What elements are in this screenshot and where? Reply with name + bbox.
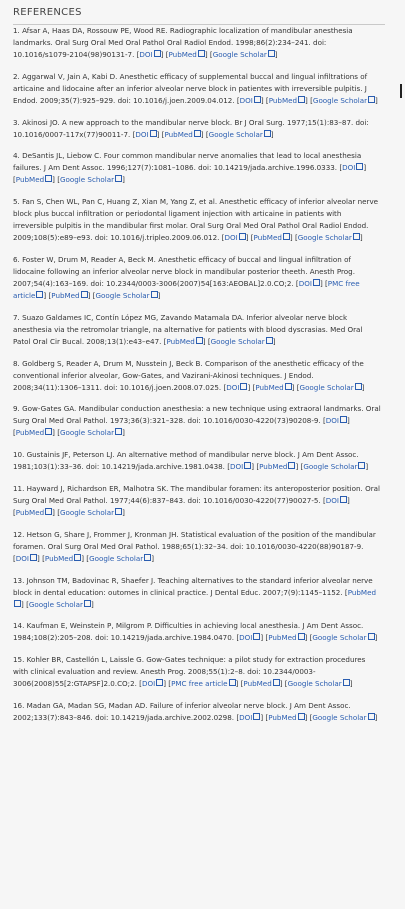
link-label: DOI	[141, 679, 156, 689]
link-label: PMC free article	[13, 278, 360, 300]
link-label: Google Scholar	[297, 233, 352, 243]
reference-text: 15. Kohler BR, Castellón L, Laissle G. Gow-Gates technique: a pilot study for extraction procedures with clinical evaluation and review. Anesth Prog. 2008;55(1):2–8. doi: 10.2344/0003-3006(2008)55[2:GTAPSF]2.0.CO;2.	[13, 655, 366, 689]
reference-list	[0, 25, 381, 724]
reference-item: 10. Gustainis JF, Peterson LJ. An alternative method of mandibular nerve block. J Am Dent Assoc. 1981;103(1):33–36. doi: 10.14219/jada.archive.1981.0438. [DOI ] [PubMed ] [Google Scholar ]	[13, 450, 369, 472]
doi-link[interactable]	[326, 496, 347, 505]
doi-link[interactable]	[135, 130, 156, 139]
external-link-icon	[240, 383, 247, 390]
link-label: Google Scholar	[312, 633, 367, 643]
link-label: PubMed	[268, 633, 297, 643]
reference-text: 16. Madan GA, Madan SG, Madan AD. Failure of inferior alveolar nerve block. J Am Dent Assoc. 2002;133(7):843–846. doi: 10.14219/jada.archive.2002.0298.	[13, 700, 351, 722]
pubmed-link[interactable]	[164, 130, 200, 139]
reference-item: 1. Afsar A, Haas DA, Rossouw PE, Wood RE. Radiographic localization of mandibular anesthesia landmarks. Oral Surg Oral Med Oral Pathol Oral Radiol Endod. 1998;86(2):234–241. doi: 10.1016/s1079-2104(98)90131-7. [DOI ] [PubMed ] [Google Scholar ]	[13, 26, 353, 59]
doi-link[interactable]	[142, 679, 163, 688]
google-scholar-link[interactable]	[300, 383, 362, 392]
google-scholar-link[interactable]	[313, 96, 375, 105]
external-link-icon	[36, 291, 43, 298]
external-link-icon	[115, 508, 122, 515]
external-link-icon	[264, 130, 271, 137]
external-link-icon	[358, 462, 365, 469]
doi-link[interactable]	[139, 50, 160, 59]
link-label: DOI	[139, 50, 153, 59]
google-scholar-link[interactable]	[298, 233, 360, 242]
reference-item: 15. Kohler BR, Castellón L, Laissle G. Gow-Gates technique: a pilot study for extraction procedures with clinical evaluation and review. Anesth Prog. 2008;55(1):2–8. doi: 10.2344/0003-3006(2008)55[2:GTAPSF]2.0.CO;2. [DOI ] [PMC free article ] [PubMed ] [Google Scholar ]	[13, 655, 366, 689]
pubmed-link[interactable]	[268, 713, 304, 722]
reference-text: 5. Fan S, Chen WL, Pan C, Huang Z, Xian M, Yang Z, et al. Anesthetic efficacy of inferior alveolar nerve block plus buccal infiltration or periodontal ligament injection with articaine in patients with irreversible pulpitis in the mandibular first molar. Oral Surg Oral Med Oral Pathol Oral Radiol Endod. 2009;108(5):e89–e93. doi: 10.1016/j.tripleo.2009.06.012.	[13, 197, 379, 243]
reference-text: 3. Akinosi JO. A new approach to the mandibular nerve block. Br J Oral Surg. 1977;15(1):83–87. doi: 10.1016/0007-117x(77)90011-7.	[13, 117, 369, 139]
external-link-icon	[355, 383, 362, 390]
link-label: DOI	[342, 163, 356, 173]
reference-item: 3. Akinosi JO. A new approach to the mandibular nerve block. Br J Oral Surg. 1977;15(1):83–87. doi: 10.1016/0007-117x(77)90011-7. [DOI ] [PubMed ] [Google Scholar ]	[13, 117, 369, 139]
external-link-icon	[268, 50, 275, 57]
reference-text: 12. Hetson G, Share J, Frommer J, Kronman JH. Statistical evaluation of the position of the mandibular foramen. Oral Surg Oral Med Oral Pathol. 1988;65(1):32–34. doi: 10.1016/0030-4220(88)90187-9.	[13, 529, 376, 551]
pmc-free-article-link[interactable]	[171, 679, 235, 688]
external-link-icon	[45, 428, 52, 435]
google-scholar-link[interactable]	[288, 679, 350, 688]
link-label: Google Scholar	[210, 336, 265, 346]
link-label: Google Scholar	[212, 50, 267, 59]
external-link-icon	[150, 130, 157, 137]
link-label: DOI	[230, 462, 244, 472]
external-link-icon	[244, 462, 251, 469]
external-link-icon	[283, 233, 290, 240]
external-link-icon	[343, 679, 350, 686]
external-link-icon	[313, 279, 320, 286]
pubmed-link[interactable]	[259, 462, 295, 471]
doi-link[interactable]	[226, 383, 247, 392]
link-label: PubMed	[168, 50, 197, 59]
link-label: PubMed	[51, 290, 80, 300]
link-label: PubMed	[268, 712, 297, 722]
doi-link[interactable]	[326, 416, 347, 425]
external-link-icon	[340, 416, 347, 423]
scrollbar-thumb[interactable]	[400, 84, 402, 98]
reference-text: 13. Johnson TM, Badovinac R, Shaefer J. Teaching alternatives to the standard inferior alveolar nerve block in dental education: outomes in clinical practice. J Dental Educ. 2007;7(9):1145–1152.	[13, 575, 373, 597]
pubmed-link[interactable]	[268, 633, 304, 642]
link-label: PubMed	[15, 175, 45, 185]
doi-link[interactable]	[224, 233, 245, 242]
references-heading: REFERENCES	[13, 0, 385, 25]
external-link-icon	[239, 233, 246, 240]
link-label: DOI	[226, 382, 240, 392]
link-label: DOI	[239, 95, 253, 105]
reference-text: 6. Foster W, Drum M, Reader A, Beck M. Anesthetic efficacy of buccal and lingual infiltration of lidocaine following an inferior alveolar nerve block in mandibular posterior theeth. Anesth Prog. 2007;54(4):163–169. doi: 10.2344/0003-3006(2007)54[163:AEOBAL]2.0.CO;2.	[13, 254, 355, 288]
external-link-icon	[298, 713, 305, 720]
external-link-icon	[115, 175, 122, 182]
pubmed-link[interactable]	[16, 175, 52, 184]
link-label: PMC free article	[171, 679, 228, 689]
pubmed-link[interactable]	[243, 679, 279, 688]
google-scholar-link[interactable]	[312, 633, 374, 642]
reference-item: 16. Madan GA, Madan SG, Madan AD. Failure of inferior alveolar nerve block. J Am Dent Assoc. 2002;133(7):843–846. doi: 10.14219/jada.archive.2002.0298. [DOI ] [PubMed ] [Google Scholar ]	[13, 700, 378, 722]
external-link-icon	[368, 96, 375, 103]
link-label: DOI	[15, 553, 30, 563]
external-link-icon	[194, 130, 201, 137]
pubmed-link[interactable]	[169, 50, 205, 59]
external-link-icon	[288, 462, 295, 469]
reference-text: 9. Gow-Gates GA. Mandibular conduction anesthesia: a new technique using extraoral landmarks. Oral Surg Oral Med Oral Pathol. 1973;36(3):321–328. doi: 10.1016/0030-4220(73)90208-9.	[13, 404, 381, 426]
link-label: DOI	[298, 278, 312, 288]
external-link-icon	[298, 96, 305, 103]
external-link-icon	[154, 50, 161, 57]
link-label: Google Scholar	[59, 507, 115, 517]
external-link-icon	[253, 633, 260, 640]
external-link-icon	[285, 383, 292, 390]
external-link-icon	[254, 96, 261, 103]
reference-item: 13. Johnson TM, Badovinac R, Shaefer J. Teaching alternatives to the standard inferior alveolar nerve block in dental education: outomes in clinical practice. J Dental Educ. 2007;7(9):1145–1152. [PubMed] [Google Scholar ]	[13, 575, 377, 609]
external-link-icon	[356, 163, 363, 170]
reference-text: 10. Gustainis JF, Peterson LJ. An alternative method of mandibular nerve block. J Am Dent Assoc. 1981;103(1):33–36. doi: 10.14219/jada.archive.1981.0438.	[13, 450, 359, 472]
external-link-icon	[45, 175, 52, 182]
external-link-icon	[115, 428, 122, 435]
link-label: Google Scholar	[312, 712, 367, 722]
link-label: Google Scholar	[312, 95, 368, 105]
external-link-icon	[30, 554, 37, 561]
external-link-icon	[81, 291, 88, 298]
reference-item: 7. Suazo Galdames IC, Contín López MG, Zavando Matamala DA. Inferior alveolar nerve block anesthesia via the retromolar triangle, na alternative for patients with blood dyscrasias. Med Oral Patol Oral Cir Bucal. 2008;13(1):e43–e47. [PubMed ] [Google Scholar ]	[13, 312, 363, 346]
external-link-icon	[45, 508, 52, 515]
link-label: DOI	[135, 129, 149, 139]
link-label: PubMed	[347, 587, 377, 597]
link-label: DOI	[239, 712, 253, 722]
doi-link[interactable]	[240, 96, 261, 105]
google-scholar-link[interactable]	[312, 713, 374, 722]
doi-link[interactable]	[239, 713, 260, 722]
google-scholar-link[interactable]	[29, 600, 91, 609]
external-link-icon	[340, 496, 347, 503]
link-label: PubMed	[15, 428, 45, 438]
external-link-icon	[266, 337, 273, 344]
reference-text: 4. DeSantis JL, Liebow C. Four common mandibular nerve anomalies that lead to local anesthesia failures. J Am Dent Assoc. 1996;127(7):1081–1086. doi: 10.14219/jada.archive.1996.0333.	[13, 151, 362, 173]
reference-item: 4. DeSantis JL, Liebow C. Four common mandibular nerve anomalies that lead to local anesthesia failures. J Am Dent Assoc. 1996;127(7):1081–1086. doi: 10.14219/jada.archive.1996.0333. [DOI ] [PubMed ] [Google Scholar ]	[13, 151, 367, 185]
reference-text: 7. Suazo Galdames IC, Contín López MG, Zavando Matamala DA. Inferior alveolar nerve block anesthesia via the retromolar triangle, na alternative for patients with blood dyscrasias. Med Oral Patol Oral Cir Bucal. 2008;13(1):e43–e47.	[13, 312, 363, 346]
google-scholar-link[interactable]	[95, 291, 157, 300]
link-label: Google Scholar	[89, 553, 144, 563]
google-scholar-link[interactable]	[89, 554, 151, 563]
external-link-icon	[368, 633, 375, 640]
external-link-icon	[196, 337, 203, 344]
pubmed-link[interactable]	[269, 96, 305, 105]
link-label: Google Scholar	[287, 679, 342, 689]
reference-item: 11. Hayward J, Richardson ER, Malhotra SK. The mandibular foramen: its anteroposterior position. Oral Surg Oral Med Oral Pathol. 1977;44(6):837–843. doi: 10.1016/0030-4220(77)90027-5. [DOI ] [PubMed ] [Google Scholar ]	[13, 483, 380, 517]
link-label: Google Scholar	[28, 599, 83, 609]
link-label: Google Scholar	[299, 382, 354, 392]
reference-text: 11. Hayward J, Richardson ER, Malhotra SK. The mandibular foramen: its anteroposterior position. Oral Surg Oral Med Oral Pathol. 1977;44(6):837–843. doi: 10.1016/0030-4220(77)90027-5.	[13, 483, 380, 505]
reference-text: 2. Aggarwal V, Jain A, Kabi D. Anesthetic efficacy of supplemental buccal and lingual infiltrations of articaine and lidocaine after an inferior alveolar nerve block in patientes with irreversible pulpitis. J Endod. 2009;35(7):925–929. doi: 10.1016/j.joen.2009.04.012.	[13, 71, 368, 105]
reference-item: 12. Hetson G, Share J, Frommer J, Kronman JH. Statistical evaluation of the position of the mandibular foramen. Oral Surg Oral Med Oral Pathol. 1988;65(1):32–34. doi: 10.1016/0030-4220(88)90187-9. [DOI ] [PubMed ] [Google Scholar ]	[13, 529, 376, 563]
external-link-icon	[151, 291, 158, 298]
pubmed-link[interactable]	[255, 383, 291, 392]
link-label: DOI	[325, 495, 340, 505]
reference-item: 6. Foster W, Drum M, Reader A, Beck M. Anesthetic efficacy of buccal and lingual infiltration of lidocaine following an inferior alveolar nerve block in mandibular posterior theeth. Anesth Prog. 2007;54(4):163–169. doi: 10.2344/0003-3006(2007)54[163:AEOBAL]2.0.CO;2. [DOI ] [PMC free article ] [PubMed ] [Google Scholar ]	[13, 254, 360, 300]
reference-text: 1. Afsar A, Haas DA, Rossouw PE, Wood RE. Radiographic localization of mandibular anesthesia landmarks. Oral Surg Oral Med Oral Pathol Oral Radiol Endod. 1998;86(2):234–241. doi: 10.1016/s1079-2104(98)90131-7.	[13, 26, 353, 59]
link-label: PubMed	[164, 129, 193, 139]
pubmed-link[interactable]	[16, 428, 52, 437]
doi-link[interactable]	[16, 554, 37, 563]
google-scholar-link[interactable]	[303, 462, 365, 471]
link-label: Google Scholar	[208, 129, 263, 139]
google-scholar-link[interactable]	[60, 428, 122, 437]
pubmed-link[interactable]	[254, 233, 290, 242]
google-scholar-link[interactable]	[60, 508, 122, 517]
reference-text: 8. Goldberg S, Reader A, Drum M, Nusstein J, Beck B. Comparison of the anesthetic efficacy of the conventional inferior alveolar, Gow-Gates, and Vazirani-Akinosi techniques. J Endod. 2008;34(11):1306–1311. doi: 10.1016/j.joen.2008.07.025.	[13, 358, 364, 392]
link-label: PubMed	[268, 95, 298, 105]
external-link-icon	[14, 600, 21, 607]
link-label: PubMed	[166, 336, 195, 346]
doi-link[interactable]	[230, 462, 251, 471]
link-label: PubMed	[255, 382, 284, 392]
doi-link[interactable]	[299, 279, 320, 288]
reference-item: 14. Kaufman E, Weinstein P, Milgrom P. Difficulties in achieving local anesthesia. J Am Dent Assoc. 1984;108(2):205–208. doi: 10.14219/jada.archive.1984.0470. [DOI ] [PubMed ] [Google Scholar ]	[13, 621, 378, 643]
google-scholar-link[interactable]	[209, 130, 271, 139]
link-label: DOI	[325, 416, 340, 426]
link-label: PubMed	[259, 462, 288, 472]
link-label: PubMed	[243, 679, 272, 689]
link-label: Google Scholar	[95, 290, 150, 300]
doi-link[interactable]	[239, 633, 260, 642]
link-label: PubMed	[15, 507, 45, 517]
reference-text: 14. Kaufman E, Weinstein P, Milgrom P. Difficulties in achieving local anesthesia. J Am Dent Assoc. 1984;108(2):205–208. doi: 10.14219/jada.archive.1984.0470.	[13, 621, 364, 643]
link-label: DOI	[224, 233, 238, 243]
link-label: PubMed	[44, 553, 74, 563]
link-label: Google Scholar	[59, 428, 115, 438]
link-label: Google Scholar	[59, 175, 115, 185]
external-link-icon	[298, 633, 305, 640]
pubmed-link[interactable]	[166, 337, 202, 346]
external-link-icon	[353, 233, 360, 240]
external-link-icon	[198, 50, 205, 57]
reference-item: 9. Gow-Gates GA. Mandibular conduction anesthesia: a new technique using extraoral landmarks. Oral Surg Oral Med Oral Pathol. 1973;36(3):321–328. doi: 10.1016/0030-4220(73)90208-9. [DOI ] [PubMed ] [Google Scholar ]	[13, 404, 381, 438]
pubmed-link[interactable]	[16, 508, 52, 517]
reference-item: 5. Fan S, Chen WL, Pan C, Huang Z, Xian M, Yang Z, et al. Anesthetic efficacy of inferior alveolar nerve block plus buccal infiltration or periodontal ligament injection with articaine in patients with irreversible pulpitis in the mandibular first molar. Oral Surg Oral Med Oral Pathol Oral Radiol Endod. 2009;108(5):e89–e93. doi: 10.1016/j.tripleo.2009.06.012. [DOI ] [PubMed ] [Google Scholar ]	[13, 197, 379, 243]
external-link-icon	[144, 554, 151, 561]
link-label: PubMed	[253, 233, 282, 243]
link-label: DOI	[239, 633, 253, 643]
google-scholar-link[interactable]	[211, 337, 273, 346]
external-link-icon	[253, 713, 260, 720]
pubmed-link[interactable]	[45, 554, 81, 563]
external-link-icon	[84, 600, 91, 607]
external-link-icon	[368, 713, 375, 720]
external-link-icon	[273, 679, 280, 686]
external-link-icon	[156, 679, 163, 686]
external-link-icon	[229, 679, 236, 686]
doi-link[interactable]	[342, 163, 363, 172]
google-scholar-link[interactable]	[213, 50, 275, 59]
google-scholar-link[interactable]	[60, 175, 122, 184]
external-link-icon	[74, 554, 81, 561]
reference-item: 2. Aggarwal V, Jain A, Kabi D. Anesthetic efficacy of supplemental buccal and lingual infiltrations of articaine and lidocaine after an inferior alveolar nerve block in patientes with irreversible pulpitis. J Endod. 2009;35(7):925–929. doi: 10.1016/j.joen.2009.04.012. [DOI ] [PubMed ] [Google Scholar ]	[13, 71, 378, 105]
reference-item: 8. Goldberg S, Reader A, Drum M, Nusstein J, Beck B. Comparison of the anesthetic efficacy of the conventional inferior alveolar, Gow-Gates, and Vazirani-Akinosi techniques. J Endod. 2008;34(11):1306–1311. doi: 10.1016/j.joen.2008.07.025. [DOI ] [PubMed ] [Google Scholar ]	[13, 358, 365, 392]
link-label: Google Scholar	[303, 462, 358, 472]
pubmed-link[interactable]	[51, 291, 87, 300]
